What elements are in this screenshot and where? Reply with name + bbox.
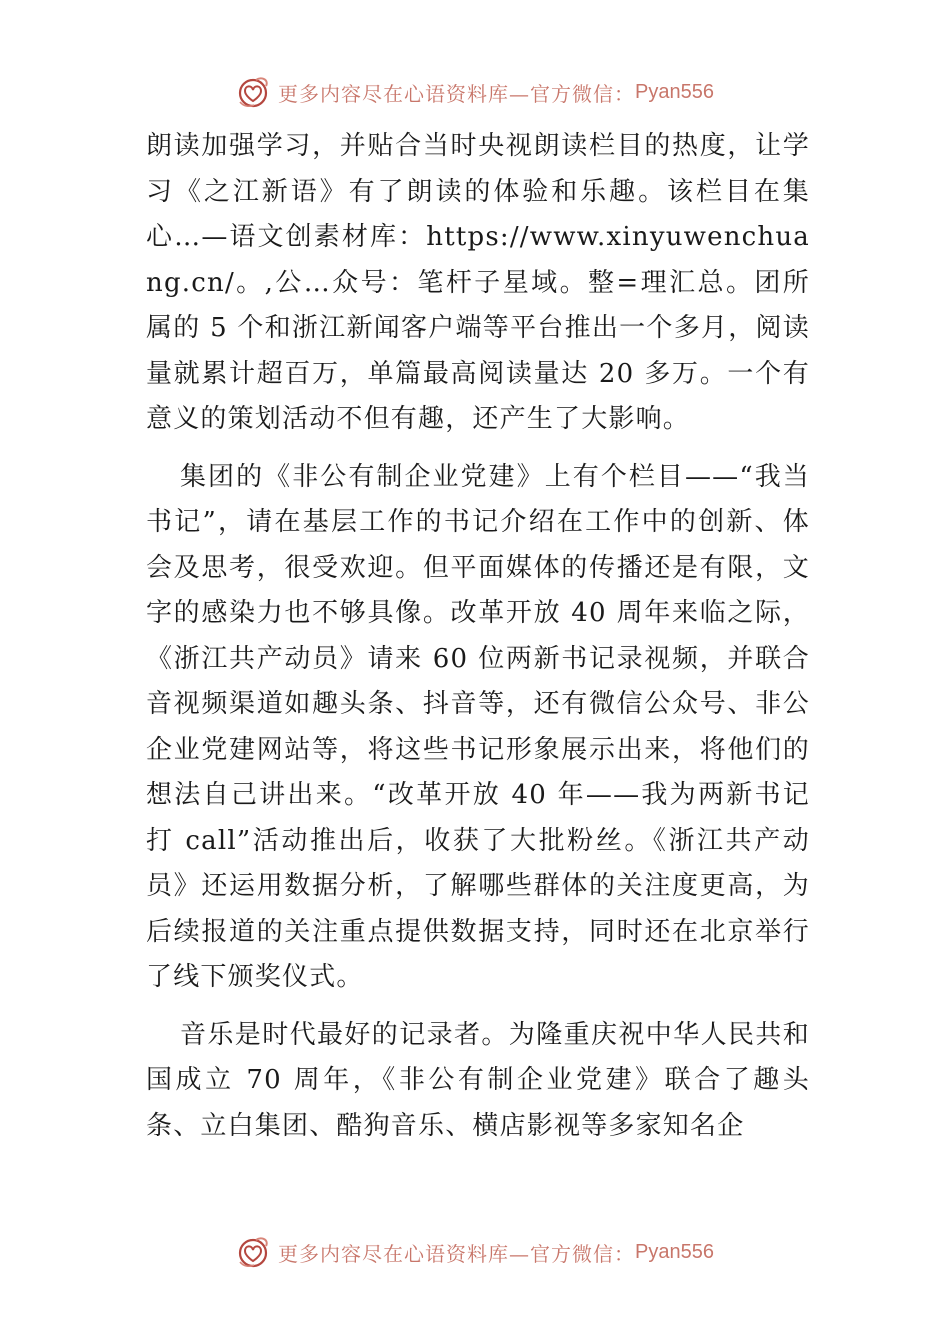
heart-swirl-logo-icon	[236, 1234, 272, 1270]
paragraph-2: 集团的《非公有制企业党建》上有个栏目——“我当书记”，请在基层工作的书记介绍在工作中的创新、体会及思考，很受欢迎。但平面媒体的传播还是有限，文字的感染力也不够具像。改革开放 40 周年来临之际，《浙江共产动员》请来 60 位两新书记录视频，并联合音视频渠道如趣头条、抖音等，还有微信公众号、非公企业党建网站等，将这些书记形象展示出来，将他们的想法自己讲出来。“改革开放 40 年——我为两新书记 打 call”活动推出后，收获了大批粉丝。《浙江共产动员》还运用数据分析，了解哪些群体的关注度更高，为后续报道的关注重点提供数据支持，同时还在北京举行了线下颁奖仪式。	[146, 461, 810, 992]
document-body	[146, 124, 810, 1149]
heart-swirl-logo-icon	[236, 74, 272, 110]
paragraph-gap	[146, 443, 810, 455]
footer-banner	[0, 1230, 950, 1274]
paragraph-1: 朗读加强学习，并贴合当时央视朗读栏目的热度，让学习《之江新语》有了朗读的体验和乐趣。该栏目在集心…—语文创素材库：https://www.xinyuwenchuang.cn/。,公…众号：笔杆子星域。整=理汇总。团所属的 5 个和浙江新闻客户端等平台推出一个多月，阅读量就累计超百万，单篇最高阅读量达 20 多万。一个有意义的策划活动不但有趣，还产生了大影响。	[146, 131, 810, 434]
header-banner	[0, 70, 950, 114]
header-banner-text: 更多内容尽在心语资料库—官方微信：	[278, 81, 636, 106]
paragraph-3: 音乐是时代最好的记录者。为隆重庆祝中华人民共和国成立 70 周年，《非公有制企业党建》联合了趣头条、立白集团、酷狗音乐、横店影视等多家知名企	[146, 1019, 810, 1141]
header-wechat-id: Pyan556	[635, 80, 714, 103]
footer-wechat-id: Pyan556	[635, 1240, 714, 1263]
footer-banner-text: 更多内容尽在心语资料库—官方微信：	[278, 1241, 636, 1266]
paragraph-gap	[146, 1001, 810, 1013]
